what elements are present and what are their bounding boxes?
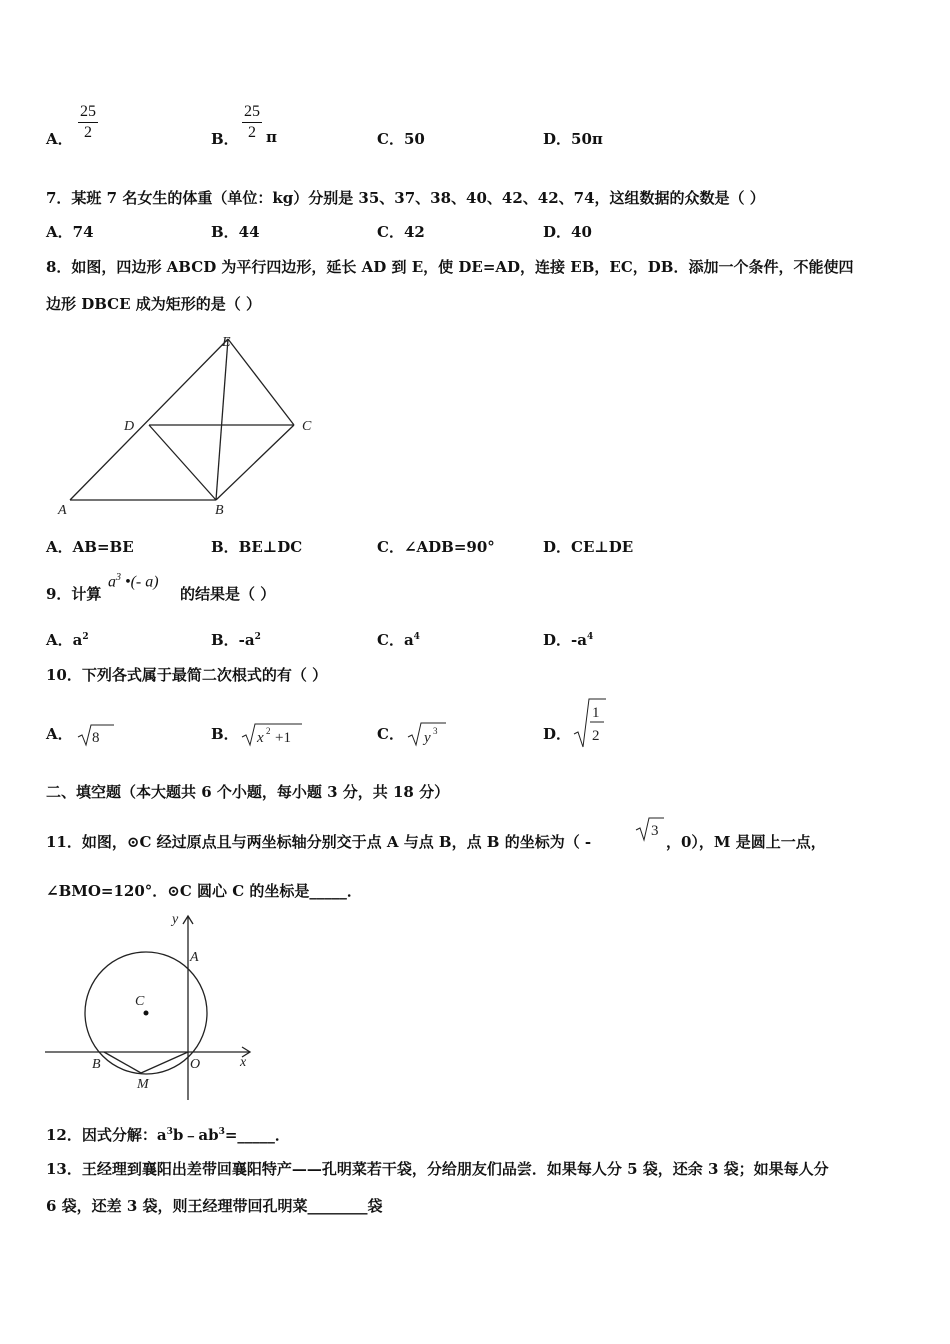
q8-option-b: B．BE⊥DC	[211, 538, 303, 556]
svg-text:+1: +1	[275, 730, 291, 746]
svg-text:x: x	[257, 730, 264, 746]
q7-option-c: C．42	[377, 223, 425, 241]
q9-option-b: B．$-a^2$	[211, 631, 261, 649]
q8-text-line1: 8．如图，四边形 ABCD 为平行四边形，延长 AD 到 E，使 DE=AD，连接 EB，EC，DB．添加一个条件，不能使四	[46, 258, 854, 276]
q7-option-b: B．44	[211, 223, 260, 241]
q6-option-a-fraction: $\frac{25}{2}$	[80, 103, 96, 141]
q8-option-c: C．∠ADB=90°	[377, 538, 495, 556]
q11-label-c: C	[135, 994, 145, 1009]
q11-text-line1-part1: 11．如图，⊙C 经过原点且与两坐标轴分别交于点 A 与点 B，点 B 的坐标为（ -	[46, 833, 592, 851]
svg-text:2: 2	[592, 728, 600, 744]
q8-line-ae	[70, 339, 228, 500]
q11-center-dot	[144, 1011, 149, 1016]
q10-option-d: D．	[543, 725, 572, 743]
q8-option-a: A．AB=BE	[46, 538, 134, 556]
q9-option-d: D．$-a^4$	[543, 631, 594, 649]
q8-label-c: C	[302, 419, 312, 434]
q8-label-a: A	[58, 503, 67, 518]
q8-label-d: D	[124, 419, 135, 434]
q11-text-line2: ∠BMO=120°．⊙C 圆心 C 的坐标是_____．	[46, 882, 362, 900]
q9-option-a: A．$a^2$	[46, 631, 89, 649]
q6-option-a: A．	[46, 130, 73, 148]
svg-text:3: 3	[651, 823, 659, 839]
q8-option-d: D．CE⊥DE	[543, 538, 634, 556]
q6-option-c: C．50	[377, 130, 425, 148]
q8-text-line2: 边形 DBCE 成为矩形的是（ ）	[46, 295, 262, 313]
q11-label-o: O	[190, 1057, 201, 1072]
q13-text-line1: 13．王经理到襄阳出差带回襄阳特产——孔明菜若干袋，分给朋友们品尝．如果每人分 5 袋，还余 3 袋；如果每人分	[46, 1160, 829, 1178]
q7-option-a: A．74	[46, 223, 94, 241]
q10-option-c-radical	[406, 718, 448, 748]
svg-text:2: 2	[266, 726, 271, 736]
q10-text: 10．下列各式属于最简二次根式的有（ ）	[46, 666, 328, 684]
svg-text:8: 8	[92, 730, 100, 746]
q10-option-d-radical	[572, 696, 608, 750]
q7-text: 7．某班 7 名女生的体重（单位：kg）分别是 35、37、38、40、42、42、74，这组数据的众数是（ ）	[46, 189, 765, 207]
q10-option-b-radical	[240, 720, 304, 748]
svg-text:y: y	[424, 730, 431, 746]
q11-label-x: x	[240, 1055, 247, 1070]
q8-parallelogram-figure	[50, 330, 330, 520]
q11-text-line1-part2: ，0），M 是圆上一点，	[666, 833, 826, 851]
q11-label-b: B	[92, 1057, 101, 1072]
q6-option-b: B．	[211, 130, 239, 148]
q6-option-b-fraction: $\frac{25}{2}$	[244, 103, 260, 141]
q11-label-a: A	[190, 950, 199, 965]
q9-option-c: C．$a^4$	[377, 631, 420, 649]
q9-suffix: 的结果是（ ）	[180, 585, 276, 603]
q10-option-b: B．	[211, 725, 239, 743]
section-2-title: 二、填空题（本大题共 6 个小题，每小题 3 分，共 18 分）	[46, 783, 450, 801]
q11-label-y: y	[172, 912, 179, 927]
q9-prefix: 9．计算	[46, 585, 102, 603]
q11-label-m: M	[137, 1077, 149, 1092]
q10-option-c: C．	[377, 725, 404, 743]
q11-sqrt3	[634, 815, 666, 843]
q8-line-ec	[228, 339, 294, 425]
q10-option-a: A．	[46, 725, 73, 743]
q6-option-d: D．50π	[543, 130, 603, 148]
svg-text:1: 1	[592, 705, 600, 721]
q6-option-b-pi: π	[266, 128, 277, 146]
q7-option-d: D．40	[543, 223, 592, 241]
q11-circle-figure	[40, 908, 260, 1104]
q8-label-b: B	[215, 503, 224, 518]
q12-text: 12．因式分解：$a^3b﹣ab^3=\_\_\_\_\_$．	[46, 1126, 290, 1144]
q8-line-db	[149, 425, 216, 500]
svg-text:3: 3	[433, 726, 438, 736]
q10-option-a-radical	[76, 722, 116, 748]
q8-line-eb	[216, 339, 228, 500]
q9-expression: $a^3$ •(- a)	[108, 572, 159, 591]
q8-label-e: E	[222, 335, 231, 350]
q8-line-cb	[216, 425, 294, 500]
q13-text-line2: 6 袋，还差 3 袋，则王经理带回孔明菜________袋	[46, 1197, 383, 1215]
